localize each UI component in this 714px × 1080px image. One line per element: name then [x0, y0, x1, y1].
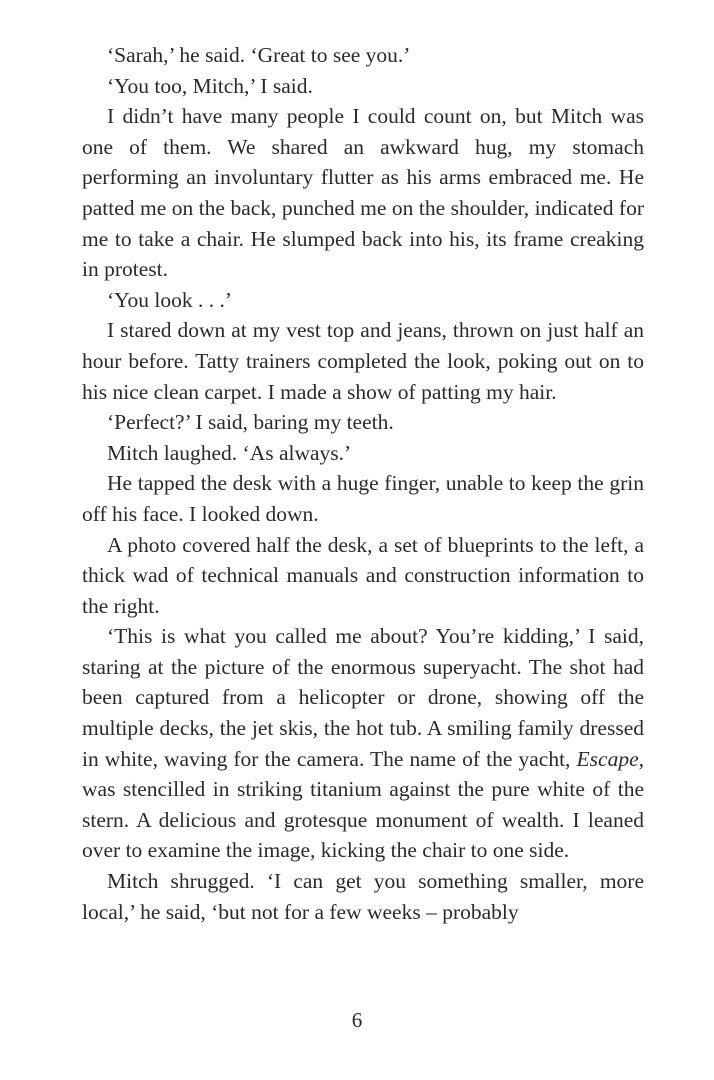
paragraph: ‘You too, Mitch,’ I said.: [107, 73, 313, 98]
paragraph-text: ‘This is what you called me about? You’re kidding,’ I said, staring at the picture of the enormous superyacht. The shot had been captured from a helicopter or drone, showing off the multiple decks, the jet skis, the hot tub. A smiling family dressed in white, waving for the camera. The name of the yacht,: [82, 624, 644, 771]
paragraph: ‘You look . . .’: [107, 287, 233, 312]
yacht-name: Escape: [576, 746, 639, 771]
paragraph: I stared down at my vest top and jeans, thrown on just half an hour before. Tatty trainers completed the look, poking out on to his nice clean carpet. I made a show of patting my hair.: [82, 318, 644, 404]
paragraph-text: , was stencilled in striking titanium against the pure white of the stern. A delicious and grotesque monument of wealth. I leaned over to examine the image, kicking the chair to one side.: [82, 746, 644, 863]
paragraph: He tapped the desk with a huge finger, unable to keep the grin off his face. I looked down.: [82, 471, 644, 526]
paragraph: Mitch laughed. ‘As always.’: [107, 440, 352, 465]
paragraph: ‘Perfect?’ I said, baring my teeth.: [107, 410, 394, 435]
page-number: 6: [351, 1008, 363, 1032]
paragraph: A photo covered half the desk, a set of blueprints to the left, a thick wad of technical manuals and construction information to the right.: [82, 532, 644, 618]
paragraph: ‘Sarah,’ he said. ‘Great to see you.’: [107, 43, 411, 67]
page-body: [82, 40, 644, 927]
paragraph: [82, 621, 644, 866]
paragraph: Mitch shrugged. ‘I can get you something smaller, more local,’ he said, ‘but not for a few weeks – probably: [82, 869, 644, 924]
paragraph: I didn’t have many people I could count on, but Mitch was one of them. We shared an awkward hug, my stomach performing an involuntary flutter as his arms embraced me. He patted me on the back, punched me on the shoulder, indicated for me to take a chair. He slumped back into his, its frame creaking in protest.: [82, 104, 644, 282]
